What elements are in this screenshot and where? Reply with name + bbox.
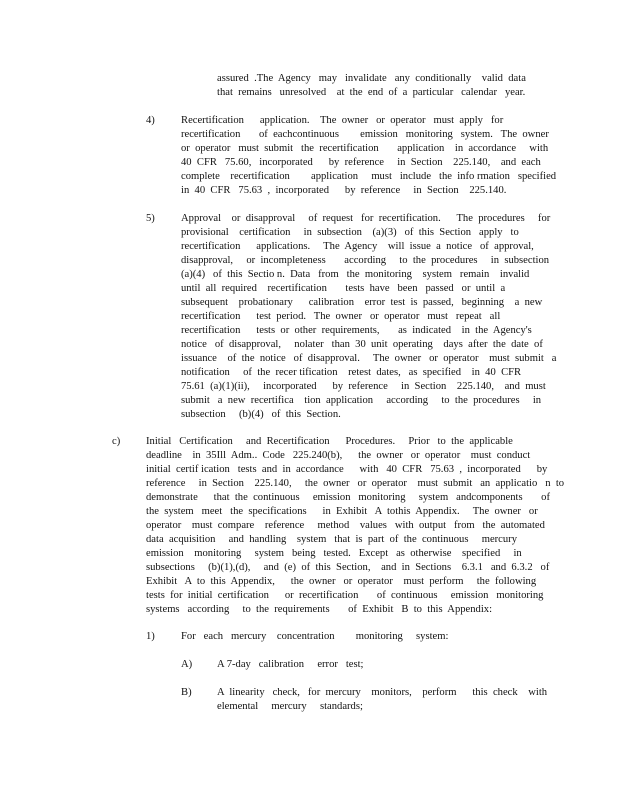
sub-a-text: A 7-day calibration error test;	[217, 659, 364, 670]
item-4-line: 40 CFR 75.60, incorporated by reference in Section 225.140, and each	[181, 157, 541, 168]
item-5-line: recertification tests or other requirements, as indicated in the Agency's	[181, 325, 532, 336]
section-c-line: initial certif ication tests and in accordance with 40 CFR 75.63 , incorporated by	[146, 464, 548, 475]
item-5-line: notice of disapproval, nolater than 30 unit operating days after the date of	[181, 339, 543, 350]
continuation-line: that remains unresolved at the end of a particular calendar year.	[217, 87, 526, 98]
sub-b-line: elemental mercury standards;	[217, 701, 363, 712]
item-5-line: 75.61 (a)(1)(ii), incorporated by reference in Section 225.140, and must	[181, 381, 546, 392]
section-c-line: tests for initial certification or recertification of continuous emission monitoring	[146, 590, 544, 601]
section-c-line: the system meet the specifications in Exhibit A tothis Appendix. The owner or	[146, 506, 538, 517]
section-c-line: deadline in 35Ill Adm.. Code 225.240(b), the owner or operator must conduct	[146, 450, 531, 461]
item-5-line: submit a new recertifica tion application according to the procedures in	[181, 395, 542, 406]
sub-b-label: B)	[181, 687, 192, 698]
item-5-line: (a)(4) of this Sectio n. Data from the monitoring system remain invalid	[181, 269, 530, 280]
item-4-line: complete recertification application must include the info rmation specified	[181, 171, 557, 182]
item-c1-text: For each mercury concentration monitoring system:	[181, 631, 449, 642]
item-5-line: recertification applications. The Agency will issue a notice of approval,	[181, 241, 534, 252]
section-c-line: operator must compare reference method values with output from the automated	[146, 520, 545, 531]
item-4-label: 4)	[146, 115, 155, 126]
item-5-line: notification of the recer tification retest dates, as specified in 40 CFR	[181, 367, 522, 378]
continuation-line: assured .The Agency may invalidate any conditionally valid data	[217, 73, 526, 84]
item-4-line: Recertification application. The owner or operator must apply for	[181, 115, 504, 126]
item-4-line: recertification of eachcontinuous emission monitoring system. The owner	[181, 129, 549, 140]
section-c-line: emission monitoring system being tested. Except as otherwise specified in	[146, 548, 522, 559]
section-c-label: c)	[112, 436, 121, 447]
section-c-line: reference in Section 225.140, the owner or operator must submit an applicatio n to	[146, 478, 565, 489]
section-c-line: data acquisition and handling system that is part of the continuous mercury	[146, 534, 518, 545]
item-5-line: subsection (b)(4) of this Section.	[181, 409, 341, 420]
item-5-line: provisional certification in subsection (a)(3) of this Section apply to	[181, 227, 519, 238]
section-c-line: Initial Certification and Recertification Procedures. Prior to the applicable	[146, 436, 513, 447]
section-c-line: subsections (b)(1),(d), and (e) of this Section, and in Sections 6.3.1 and 6.3.2 of	[146, 562, 550, 573]
item-4-line: or operator must submit the recertification application in accordance with	[181, 143, 549, 154]
item-4-line: in 40 CFR 75.63 , incorporated by reference in Section 225.140.	[181, 185, 507, 196]
section-c-line: Exhibit A to this Appendix, the owner or operator must perform the following	[146, 576, 537, 587]
item-5-line: disapproval, or incompleteness according to the procedures in subsection	[181, 255, 550, 266]
sub-b-line: A linearity check, for mercury monitors, perform this check with	[217, 687, 548, 698]
item-c1-label: 1)	[146, 631, 155, 642]
item-5-line: until all required recertification tests have been passed or until a	[181, 283, 506, 294]
section-c-line: demonstrate that the continuous emission monitoring system andcomponents of	[146, 492, 550, 503]
item-5-line: subsequent probationary calibration error test is passed, beginning a new	[181, 297, 543, 308]
item-5-line: issuance of the notice of disapproval. The owner or operator must submit a	[181, 353, 557, 364]
item-5-label: 5)	[146, 213, 155, 224]
item-5-line: recertification test period. The owner or operator must repeat all	[181, 311, 501, 322]
sub-a-label: A)	[181, 659, 193, 670]
section-c-line: systems according to the requirements of Exhibit B to this Appendix:	[146, 604, 493, 615]
item-5-line: Approval or disapproval of request for recertification. The procedures for	[181, 213, 551, 224]
